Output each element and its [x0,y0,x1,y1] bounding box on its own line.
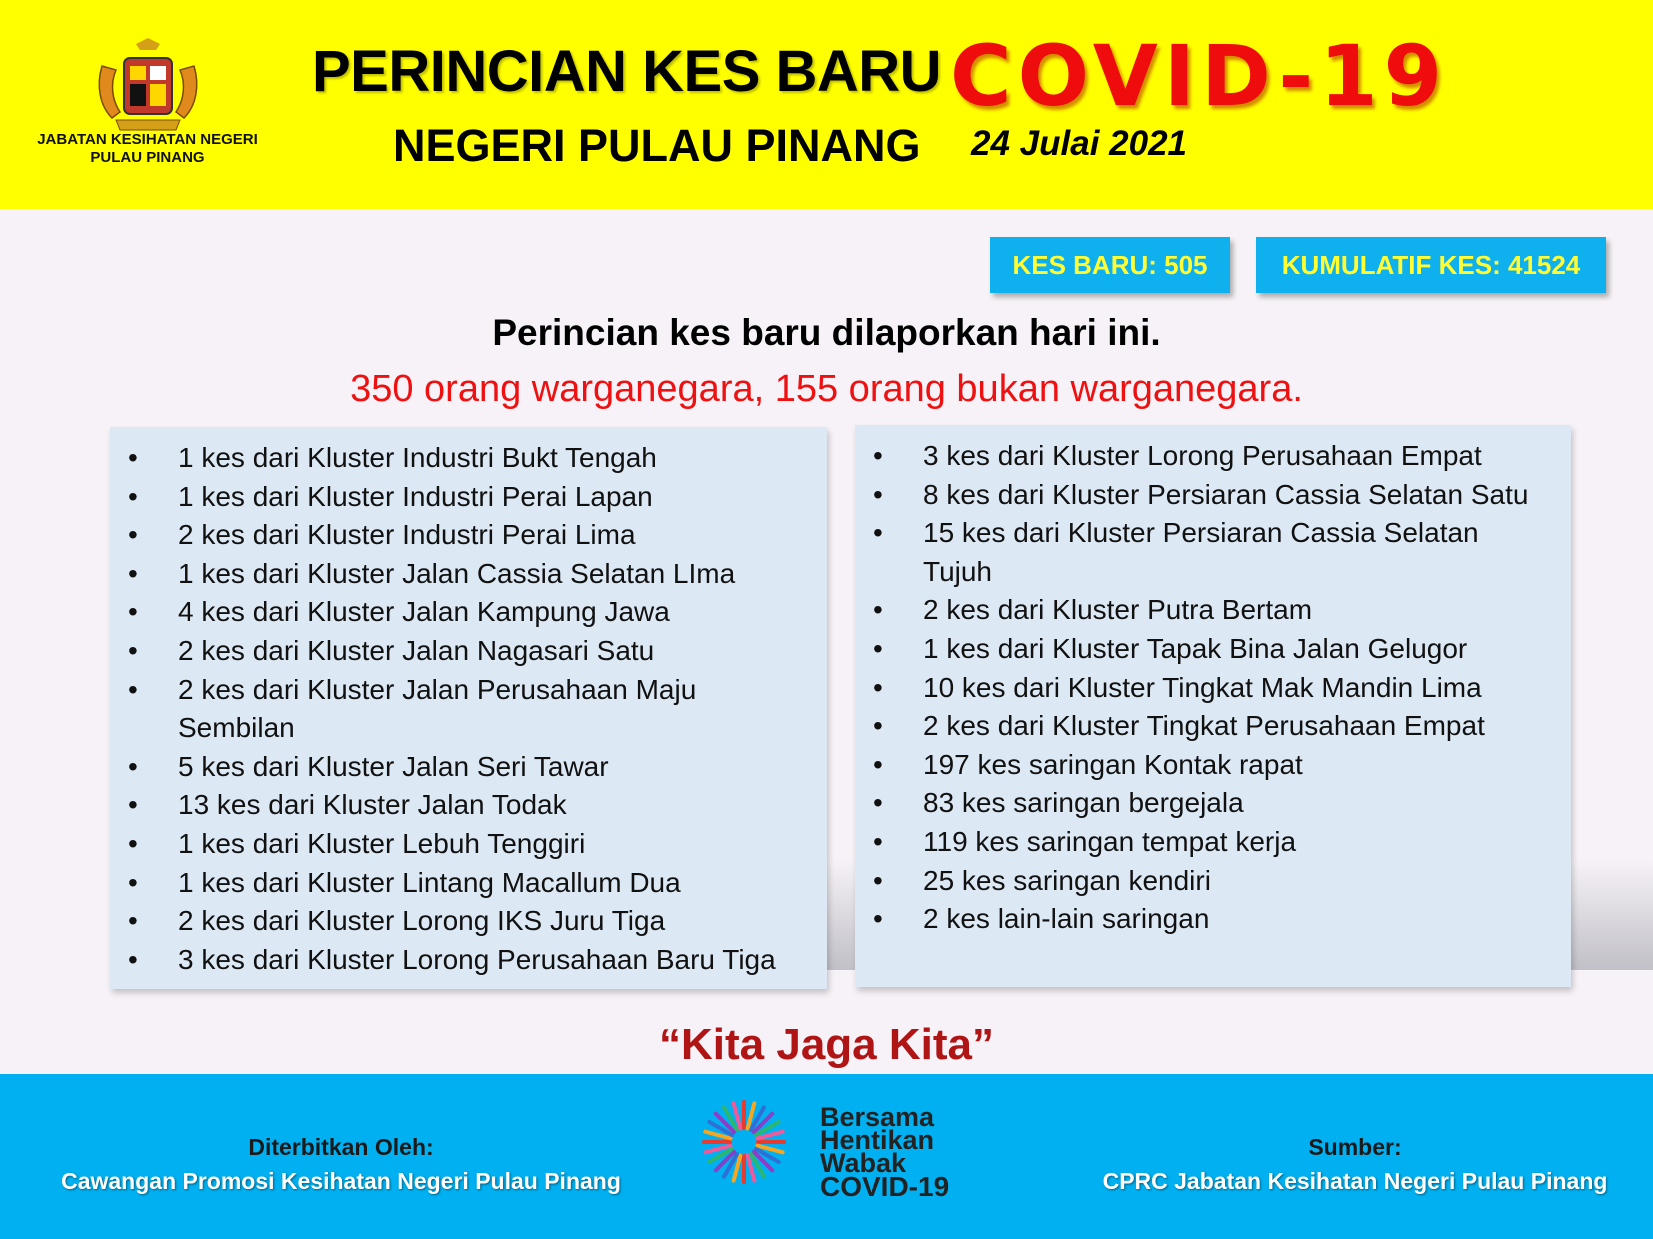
list-item: • 2 kes lain-lain saringan [855,900,1571,939]
list-item: • 1 kes dari Kluster Jalan Cassia Selatan LIma [110,555,827,594]
source-label: Sumber: [1308,1134,1402,1160]
list-item: • 2 kes dari Kluster Jalan Nagasari Satu [110,632,827,671]
panel-shadow [1571,860,1653,970]
page-title: PERINCIAN KES BARU [312,39,942,104]
list-item: • 1 kes dari Kluster Lebuh Tenggiri [110,825,827,864]
source-block [1090,1130,1620,1198]
list-item: • 83 kes saringan bergejala [855,784,1571,823]
coat-of-arms-icon [86,36,210,136]
page-subtitle: NEGERI PULAU PINANG [393,120,921,171]
cumulative-cases-badge: KUMULATIF KES: 41524 [1256,237,1606,293]
list-item: • 2 kes dari Kluster Putra Bertam [855,591,1571,630]
list-item: • 25 kes saringan kendiri [855,862,1571,901]
list-item: • 2 kes dari Kluster Tingkat Perusahaan Empat [855,707,1571,746]
list-item: • 3 kes dari Kluster Lorong Perusahaan Empat [855,437,1571,476]
new-cases-badge: KES BARU: 505 [990,237,1230,293]
starburst-logo-icon [700,1098,788,1186]
org-line-2: PULAU PINANG [90,149,205,166]
list-item: • 8 kes dari Kluster Persiaran Cassia Selatan Satu [855,476,1571,515]
case-list-left [110,427,827,989]
publisher-block [46,1130,636,1198]
list-item: • 1 kes dari Kluster Tapak Bina Jalan Gelugor [855,630,1571,669]
slogan: “Kita Jaga Kita” [659,1020,994,1069]
list-item: • 2 kes dari Kluster Lorong IKS Juru Tiga [110,902,827,941]
list-item: • 1 kes dari Kluster Lintang Macallum Dua [110,864,827,903]
campaign-line-3: Wabak [820,1148,907,1178]
source-name: CPRC Jabatan Kesihatan Negeri Pulau Pinang [1102,1168,1608,1194]
list-item: • 1 kes dari Kluster Industri Bukt Tengah [110,439,827,478]
list-item: • 1 kes dari Kluster Industri Perai Lapan [110,478,827,517]
publisher-label: Diterbitkan Oleh: [248,1134,434,1160]
header-banner [0,0,1653,209]
list-item: • 15 kes dari Kluster Persiaran Cassia Selatan Tujuh [855,514,1571,591]
campaign-line-4: COVID-19 [820,1171,950,1202]
list-item: • 2 kes dari Kluster Jalan Perusahaan Maju Sembilan [110,671,827,748]
panel-shadow [827,860,855,970]
org-line-1: JABATAN KESIHATAN NEGERI [37,131,258,148]
covid-title: COVID-19 [950,27,1449,125]
list-item: • 119 kes saringan tempat kerja [855,823,1571,862]
campaign-text [820,1102,950,1202]
citizenship-breakdown: 350 orang warganegara, 155 orang bukan warganegara. [350,368,1303,410]
campaign-line-2: Hentikan [820,1125,935,1155]
list-item: • 197 kes saringan Kontak rapat [855,746,1571,785]
list-item: • 5 kes dari Kluster Jalan Seri Tawar [110,748,827,787]
list-item: • 3 kes dari Kluster Lorong Perusahaan Baru Tiga [110,941,827,980]
case-list-right [855,425,1571,987]
list-item: • 4 kes dari Kluster Jalan Kampung Jawa [110,593,827,632]
list-item: • 10 kes dari Kluster Tingkat Mak Mandin Lima [855,669,1571,708]
publisher-name: Cawangan Promosi Kesihatan Negeri Pulau Pinang [61,1168,621,1194]
summary-heading: Perincian kes baru dilaporkan hari ini. [492,312,1161,353]
report-date: 24 Julai 2021 [971,124,1187,163]
list-item: • 2 kes dari Kluster Industri Perai Lima [110,516,827,555]
list-item: • 13 kes dari Kluster Jalan Todak [110,786,827,825]
campaign-line-1: Bersama [820,1102,935,1132]
organisation-name [20,131,275,167]
